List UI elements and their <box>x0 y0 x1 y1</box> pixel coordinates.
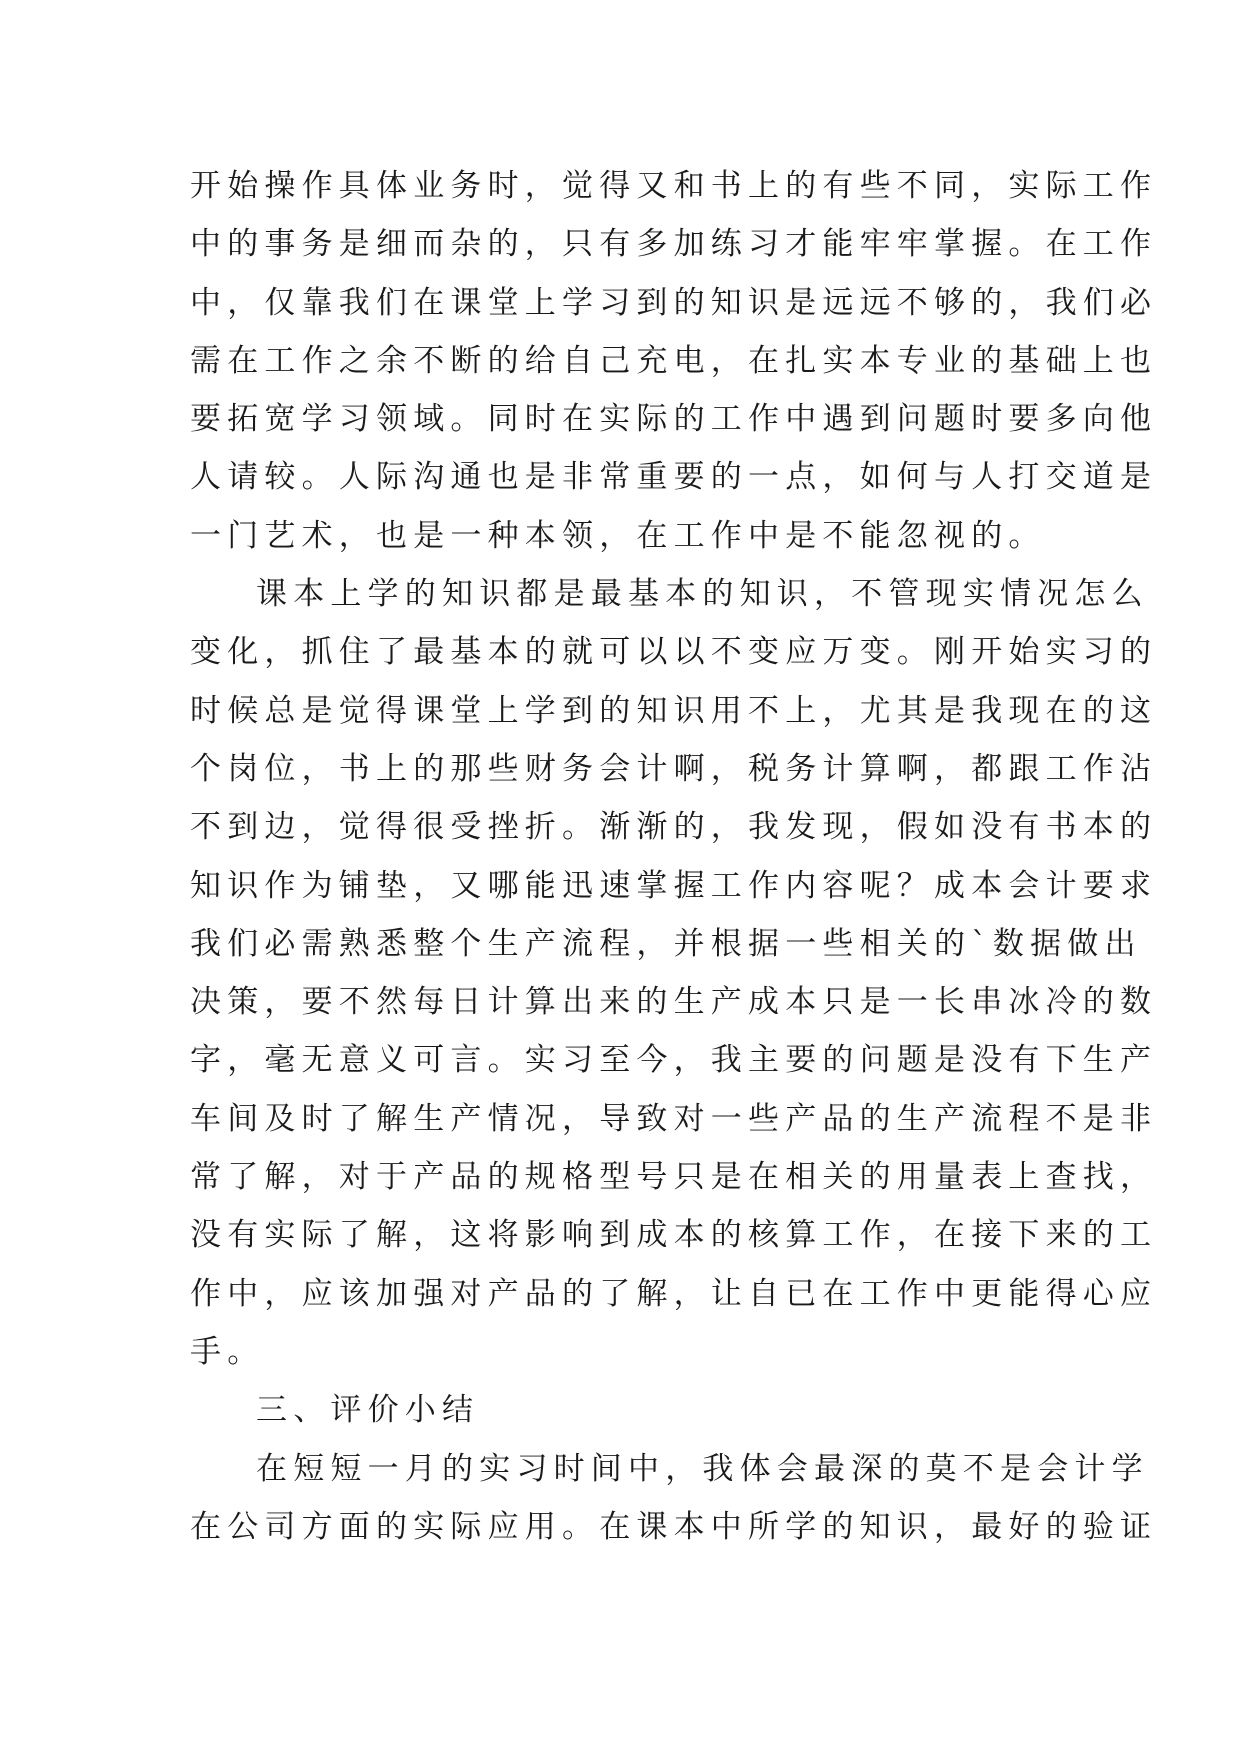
text-line: 变化，抓住了最基本的就可以以不变应万变。刚开始实习的 <box>190 634 1158 671</box>
text-line: 开始操作具体业务时，觉得又和书上的有些不同，实际工作 <box>190 168 1158 204</box>
text-line: 决策，要不然每日计算出来的生产成本只是一长串冰冷的数 <box>190 984 1158 1021</box>
section-heading: 三、评价小结 <box>256 1392 480 1429</box>
text-line: 一门艺术，也是一种本领，在工作中是不能忽视的。 <box>190 517 1046 554</box>
text-line: 中的事务是细而杂的，只有多加练习才能牢牢掌握。在工作 <box>190 226 1158 263</box>
paragraph-start-line: 在短短一月的实习时间中，我体会最深的莫不是会计学 <box>256 1450 1149 1487</box>
paragraph-start-line: 课本上学的知识都是最基本的知识，不管现实情况怎么 <box>256 576 1149 613</box>
text-line: 没有实际了解，这将影响到成本的核算工作，在接下来的工 <box>190 1217 1158 1254</box>
text-line: 中，仅靠我们在课堂上学习到的知识是远远不够的，我们必 <box>190 284 1158 321</box>
text-line: 在公司方面的实际应用。在课本中所学的知识，最好的验证 <box>190 1508 1158 1545</box>
text-line: 知识作为铺垫，又哪能迅速掌握工作内容呢？成本会计要求 <box>190 867 1158 904</box>
text-line: 作中，应该加强对产品的了解，让自已在工作中更能得心应 <box>190 1275 1158 1312</box>
text-line: 人请较。人际沟通也是非常重要的一点，如何与人打交道是 <box>190 459 1158 496</box>
text-line: 要拓宽学习领域。同时在实际的工作中遇到问题时要多向他 <box>190 401 1158 438</box>
text-line: 手。 <box>190 1333 265 1370</box>
text-line: 常了解，对于产品的规格型号只是在相关的用量表上查找， <box>190 1159 1158 1196</box>
text-line: 字，毫无意义可言。实习至今，我主要的问题是没有下生产 <box>190 1042 1158 1079</box>
text-line: 我们必需熟悉整个生产流程，并根据一些相关的`数据做出 <box>190 925 1142 962</box>
body-text <box>190 157 1158 1556</box>
text-line: 车间及时了解生产情况，导致对一些产品的生产流程不是非 <box>190 1100 1158 1137</box>
text-line: 需在工作之余不断的给自己充电，在扎实本专业的基础上也 <box>190 342 1158 379</box>
text-line: 不到边，觉得很受挫折。渐渐的，我发现，假如没有书本的 <box>190 809 1158 846</box>
text-line: 个岗位，书上的那些财务会计啊，税务计算啊，都跟工作沾 <box>190 750 1158 787</box>
text-line: 时候总是觉得课堂上学到的知识用不上，尤其是我现在的这 <box>190 692 1158 729</box>
